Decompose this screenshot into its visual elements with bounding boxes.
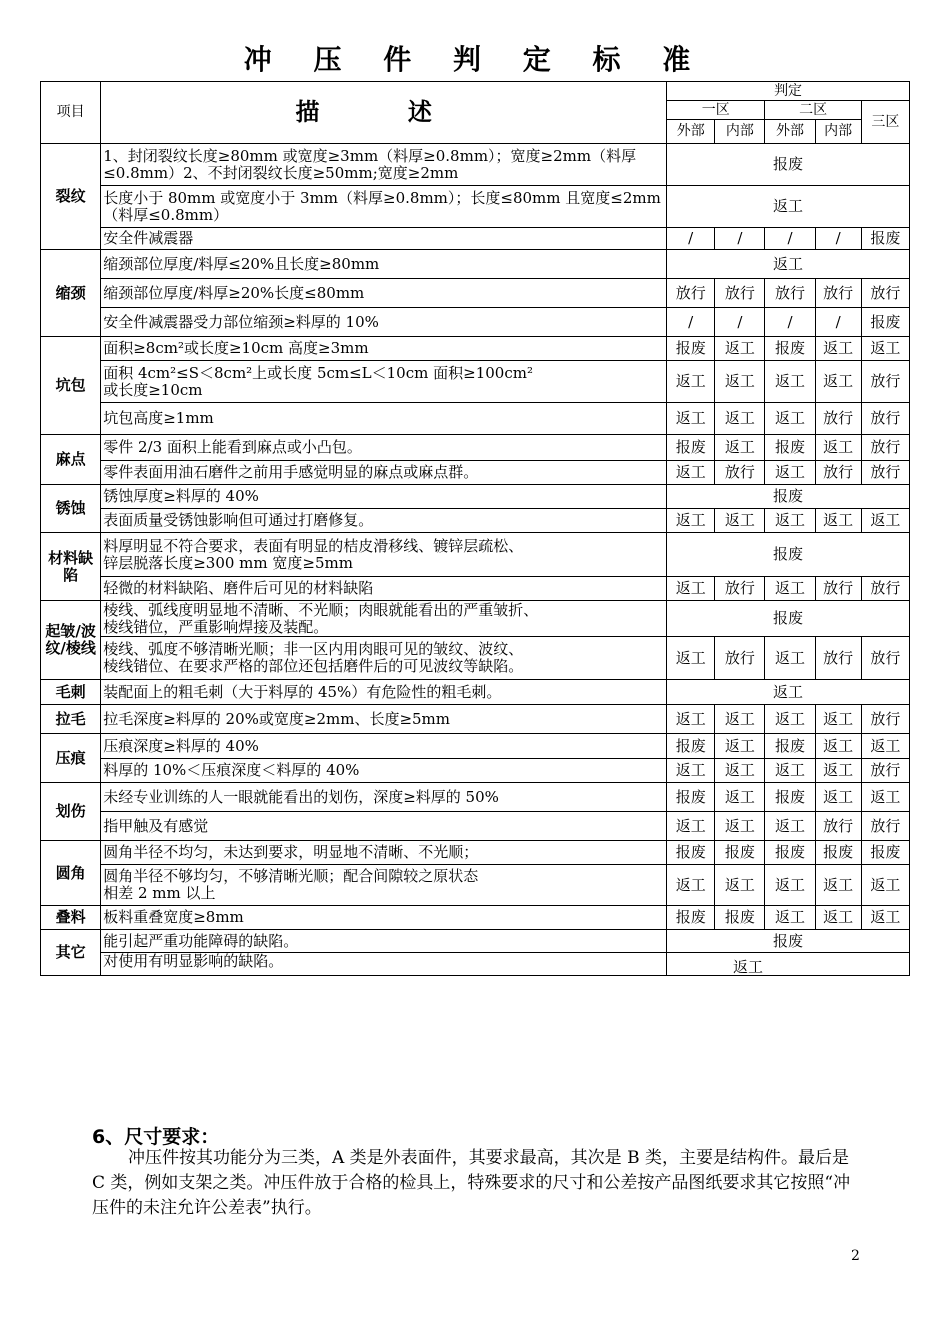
table-row — [41, 337, 910, 361]
item-label: 其它 — [41, 930, 101, 976]
header-judgement: 判定 — [667, 82, 910, 101]
item-label: 圆角 — [41, 841, 101, 906]
result-cell: / — [715, 228, 765, 250]
description-line: 面积 4cm²≤S＜8cm²上或长度 5cm≤L＜10cm 面积≥100cm² — [103, 363, 533, 382]
result-cell: 放行 — [861, 812, 909, 841]
description-cell: 长度小于 80mm 或宽度小于 3mm（料厚≥0.8mm）；长度≤80mm 且宽度≤2mm（料厚≤0.8mm） — [101, 186, 667, 228]
result-cell: 报废 — [715, 906, 765, 930]
result-cell: 报废 — [667, 435, 715, 461]
result-cell: 报废 — [765, 841, 815, 865]
item-label: 划伤 — [41, 783, 101, 841]
item-label: 压痕 — [41, 734, 101, 783]
result-cell: 返工 — [667, 577, 715, 601]
header-item: 项目 — [41, 82, 101, 144]
table-row — [41, 361, 910, 403]
result-cell: 返工 — [815, 865, 861, 906]
result-cell: 返工 — [765, 461, 815, 485]
result-cell: 返工 — [715, 734, 765, 759]
description-line: 棱线错位，严重影响焊接及装配。 — [103, 617, 329, 636]
description-cell: 压痕深度≥料厚的 40% — [101, 734, 667, 759]
description-cell: 锈蚀厚度≥料厚的 40% — [101, 485, 667, 509]
description-line: 棱线、弧度不够清晰光顺；非一区内用肉眼可见的皱纹、波纹、 — [103, 640, 524, 658]
result-cell: 报废 — [861, 228, 909, 250]
description-cell: 料厚的 10%＜压痕深度＜料厚的 40% — [101, 759, 667, 783]
result-cell: 返工 — [667, 812, 715, 841]
table-row — [41, 841, 910, 865]
result-cell: 返工 — [715, 509, 765, 533]
result-cell: 返工 — [815, 435, 861, 461]
result-cell: 返工 — [861, 783, 909, 812]
result-cell: 返工 — [861, 734, 909, 759]
result-text: 返工 — [733, 958, 764, 976]
description-line: 圆角半径不够均匀，不够清晰光顺；配合间隙较之原状态 — [103, 867, 479, 885]
description-cell: 板料重叠宽度≥8mm — [101, 906, 667, 930]
result-cell: 返工 — [667, 705, 715, 734]
result-cell — [667, 953, 910, 976]
judgement-table — [40, 81, 910, 976]
description-cell: 未经专业训练的人一眼就能看出的划伤，深度≥料厚的 50% — [101, 783, 667, 812]
result-cell: 返工 — [815, 337, 861, 361]
table-row — [41, 953, 910, 976]
result-cell: 放行 — [861, 577, 909, 601]
table-row — [41, 865, 910, 906]
description-cell: 装配面上的粗毛刺（大于料厚的 45%）有危险性的粗毛刺。 — [101, 680, 667, 705]
description-line: 料厚明显不符合要求，表面有明显的桔皮滑移线、镀锌层疏松、 — [103, 536, 524, 555]
result-cell: 返工 — [715, 865, 765, 906]
table-row — [41, 930, 910, 953]
result-cell: 放行 — [715, 637, 765, 680]
result-cell: 放行 — [861, 759, 909, 783]
table-row — [41, 577, 910, 601]
description-cell — [101, 601, 667, 637]
result-cell: 报废 — [765, 435, 815, 461]
result-cell: 返工 — [815, 906, 861, 930]
result-cell: 返工 — [861, 906, 909, 930]
table-row — [41, 485, 910, 509]
result-cell: / — [765, 228, 815, 250]
description-cell: 缩颈部位厚度/料厚≥20%长度≤80mm — [101, 279, 667, 308]
item-label: 材料缺陷 — [41, 533, 101, 601]
result-cell: 返工 — [715, 783, 765, 812]
result-cell: 返工 — [765, 509, 815, 533]
table-row — [41, 186, 910, 228]
item-label: 拉毛 — [41, 705, 101, 734]
item-label: 缩颈 — [41, 250, 101, 337]
table-row — [41, 783, 910, 812]
description-cell: 轻微的材料缺陷、磨件后可见的材料缺陷 — [101, 577, 667, 601]
description-cell: 面积≥8cm²或长度≥10cm 高度≥3mm — [101, 337, 667, 361]
result-cell: 放行 — [861, 279, 909, 308]
result-cell: / — [815, 308, 861, 337]
table-row — [41, 250, 910, 279]
description-line: 锌层脱落长度≥300 mm 宽度≥5mm — [103, 553, 353, 572]
result-cell: 返工 — [667, 680, 910, 705]
section-paragraph: 冲压件按其功能分为三类，A 类是外表面件，其要求最高，其次是 B 类，主要是结构件。最后是 C 类，例如支架之类。冲压件放于合格的检具上，特殊要求的尺寸和公差按产品图纸要求其它按照“冲压件的未注允许公差表”执行。 — [92, 1148, 851, 1218]
table-row — [41, 144, 910, 186]
result-cell: 报废 — [667, 906, 715, 930]
result-cell: 返工 — [815, 509, 861, 533]
description-line: 棱线、弧线度明显地不清晰、不光顺；肉眼就能看出的严重皱折、 — [103, 600, 539, 619]
header-outer: 外部 — [667, 120, 715, 144]
result-cell: 放行 — [715, 577, 765, 601]
result-cell: 报废 — [667, 485, 910, 509]
result-cell: 报废 — [667, 930, 910, 953]
result-cell: 返工 — [765, 403, 815, 435]
result-cell: 报废 — [861, 308, 909, 337]
description-cell: 对使用有明显影响的缺陷。 — [101, 953, 667, 976]
result-cell: 返工 — [765, 812, 815, 841]
description-cell: 1、封闭裂纹长度≥80mm 或宽度≥3mm（料厚≥0.8mm）；宽度≥2mm（料厚≤0.8mm）2、不封闭裂纹长度≥50mm;宽度≥2mm — [101, 144, 667, 186]
result-cell: 放行 — [815, 812, 861, 841]
result-cell: 返工 — [815, 705, 861, 734]
table-row — [41, 308, 910, 337]
table-row — [41, 734, 910, 759]
result-cell: 返工 — [667, 403, 715, 435]
result-cell: 报废 — [667, 841, 715, 865]
item-label: 叠料 — [41, 906, 101, 930]
result-cell: 放行 — [765, 279, 815, 308]
description-cell: 零件 2/3 面积上能看到麻点或小凸包。 — [101, 435, 667, 461]
result-cell: 返工 — [765, 637, 815, 680]
result-cell: 返工 — [815, 734, 861, 759]
description-cell: 表面质量受锈蚀影响但可通过打磨修复。 — [101, 509, 667, 533]
table-row — [41, 279, 910, 308]
result-cell: / — [815, 228, 861, 250]
header-inner: 内部 — [715, 120, 765, 144]
result-cell: 放行 — [815, 637, 861, 680]
result-cell: 返工 — [667, 461, 715, 485]
table-row — [41, 461, 910, 485]
table-row — [41, 705, 910, 734]
result-cell: 返工 — [667, 865, 715, 906]
section-heading: 6、尺寸要求： — [92, 1126, 220, 1148]
table-row — [41, 509, 910, 533]
table-row — [41, 533, 910, 577]
item-label: 麻点 — [41, 435, 101, 485]
header-row — [41, 82, 910, 101]
table-row — [41, 637, 910, 680]
result-cell: 放行 — [667, 279, 715, 308]
description-line: 相差 2 mm 以上 — [103, 884, 216, 902]
result-cell: 报废 — [715, 841, 765, 865]
result-cell: 返工 — [715, 435, 765, 461]
description-cell — [101, 865, 667, 906]
result-cell: 返工 — [715, 337, 765, 361]
result-cell: 返工 — [861, 337, 909, 361]
table-row — [41, 812, 910, 841]
result-cell: 报废 — [815, 841, 861, 865]
result-cell: 返工 — [715, 361, 765, 403]
description-cell — [101, 361, 667, 403]
result-cell: 放行 — [715, 461, 765, 485]
result-cell: 报废 — [667, 734, 715, 759]
description-line: 或长度≥10cm — [103, 380, 203, 399]
header-outer: 外部 — [765, 120, 815, 144]
result-cell: 返工 — [667, 759, 715, 783]
result-cell: 报废 — [667, 601, 910, 637]
result-cell: / — [667, 228, 715, 250]
item-label: 起皱/波纹/棱线 — [41, 601, 101, 680]
description-cell: 能引起严重功能障碍的缺陷。 — [101, 930, 667, 953]
result-cell: 返工 — [715, 403, 765, 435]
table-row — [41, 228, 910, 250]
result-cell: 报废 — [667, 337, 715, 361]
description-cell: 零件表面用油石磨件之前用手感觉明显的麻点或麻点群。 — [101, 461, 667, 485]
table-row — [41, 759, 910, 783]
result-cell: 报废 — [667, 144, 910, 186]
header-zone1: 一区 — [667, 101, 765, 120]
description-cell: 安全件减震器 — [101, 228, 667, 250]
result-cell: 返工 — [765, 361, 815, 403]
result-cell: 返工 — [715, 812, 765, 841]
result-cell: 返工 — [715, 705, 765, 734]
result-cell: 放行 — [815, 403, 861, 435]
result-cell: 放行 — [861, 403, 909, 435]
result-cell: / — [765, 308, 815, 337]
result-cell: 返工 — [667, 637, 715, 680]
result-cell: 返工 — [861, 865, 909, 906]
table-row — [41, 435, 910, 461]
result-cell: 放行 — [861, 637, 909, 680]
result-cell: 放行 — [861, 361, 909, 403]
item-label: 锈蚀 — [41, 485, 101, 533]
result-cell: 返工 — [765, 705, 815, 734]
result-cell: 返工 — [667, 361, 715, 403]
description-cell: 安全件减震器受力部位缩颈≥料厚的 10% — [101, 308, 667, 337]
table-row — [41, 601, 910, 637]
result-cell: 放行 — [861, 435, 909, 461]
result-cell: 放行 — [861, 705, 909, 734]
result-cell: 返工 — [667, 509, 715, 533]
result-cell: 报废 — [667, 783, 715, 812]
result-cell: 报废 — [667, 533, 910, 577]
result-cell: 放行 — [815, 279, 861, 308]
result-cell: 报废 — [765, 337, 815, 361]
result-cell: 返工 — [765, 906, 815, 930]
header-inner: 内部 — [815, 120, 861, 144]
result-cell: 放行 — [861, 461, 909, 485]
item-label: 坑包 — [41, 337, 101, 435]
table-row — [41, 906, 910, 930]
result-cell: 返工 — [815, 759, 861, 783]
header-description: 描 述 — [101, 82, 667, 144]
page-number: 2 — [851, 1248, 860, 1264]
description-cell — [101, 637, 667, 680]
result-cell: 返工 — [765, 865, 815, 906]
page-title: 冲 压 件 判 定 标 准 — [243, 43, 707, 76]
description-cell: 坑包高度≥1mm — [101, 403, 667, 435]
result-cell: 放行 — [815, 461, 861, 485]
item-label: 毛刺 — [41, 680, 101, 705]
result-cell: / — [667, 308, 715, 337]
description-cell: 指甲触及有感觉 — [101, 812, 667, 841]
header-zone3: 三区 — [861, 101, 909, 144]
table-row — [41, 680, 910, 705]
result-cell: 返工 — [765, 577, 815, 601]
result-cell: 返工 — [667, 250, 910, 279]
item-label: 裂纹 — [41, 144, 101, 250]
result-cell: 报废 — [765, 734, 815, 759]
result-cell: 报废 — [765, 783, 815, 812]
result-cell: / — [715, 308, 765, 337]
header-zone2: 二区 — [765, 101, 861, 120]
description-cell — [101, 533, 667, 577]
result-cell: 放行 — [715, 279, 765, 308]
result-cell: 返工 — [715, 759, 765, 783]
description-cell: 拉毛深度≥料厚的 20%或宽度≥2mm、长度≥5mm — [101, 705, 667, 734]
result-cell: 放行 — [815, 577, 861, 601]
description-cell: 缩颈部位厚度/料厚≤20%且长度≥80mm — [101, 250, 667, 279]
result-cell: 报废 — [861, 841, 909, 865]
result-cell: 返工 — [815, 783, 861, 812]
result-cell: 返工 — [765, 759, 815, 783]
description-cell: 圆角半径不均匀，未达到要求，明显地不清晰、不光顺； — [101, 841, 667, 865]
result-cell: 返工 — [667, 186, 910, 228]
result-cell: 返工 — [861, 509, 909, 533]
table-row — [41, 403, 910, 435]
description-line: 棱线错位、在要求严格的部位还包括磨件后的可见波纹等缺陷。 — [103, 657, 524, 675]
result-cell: 返工 — [815, 361, 861, 403]
